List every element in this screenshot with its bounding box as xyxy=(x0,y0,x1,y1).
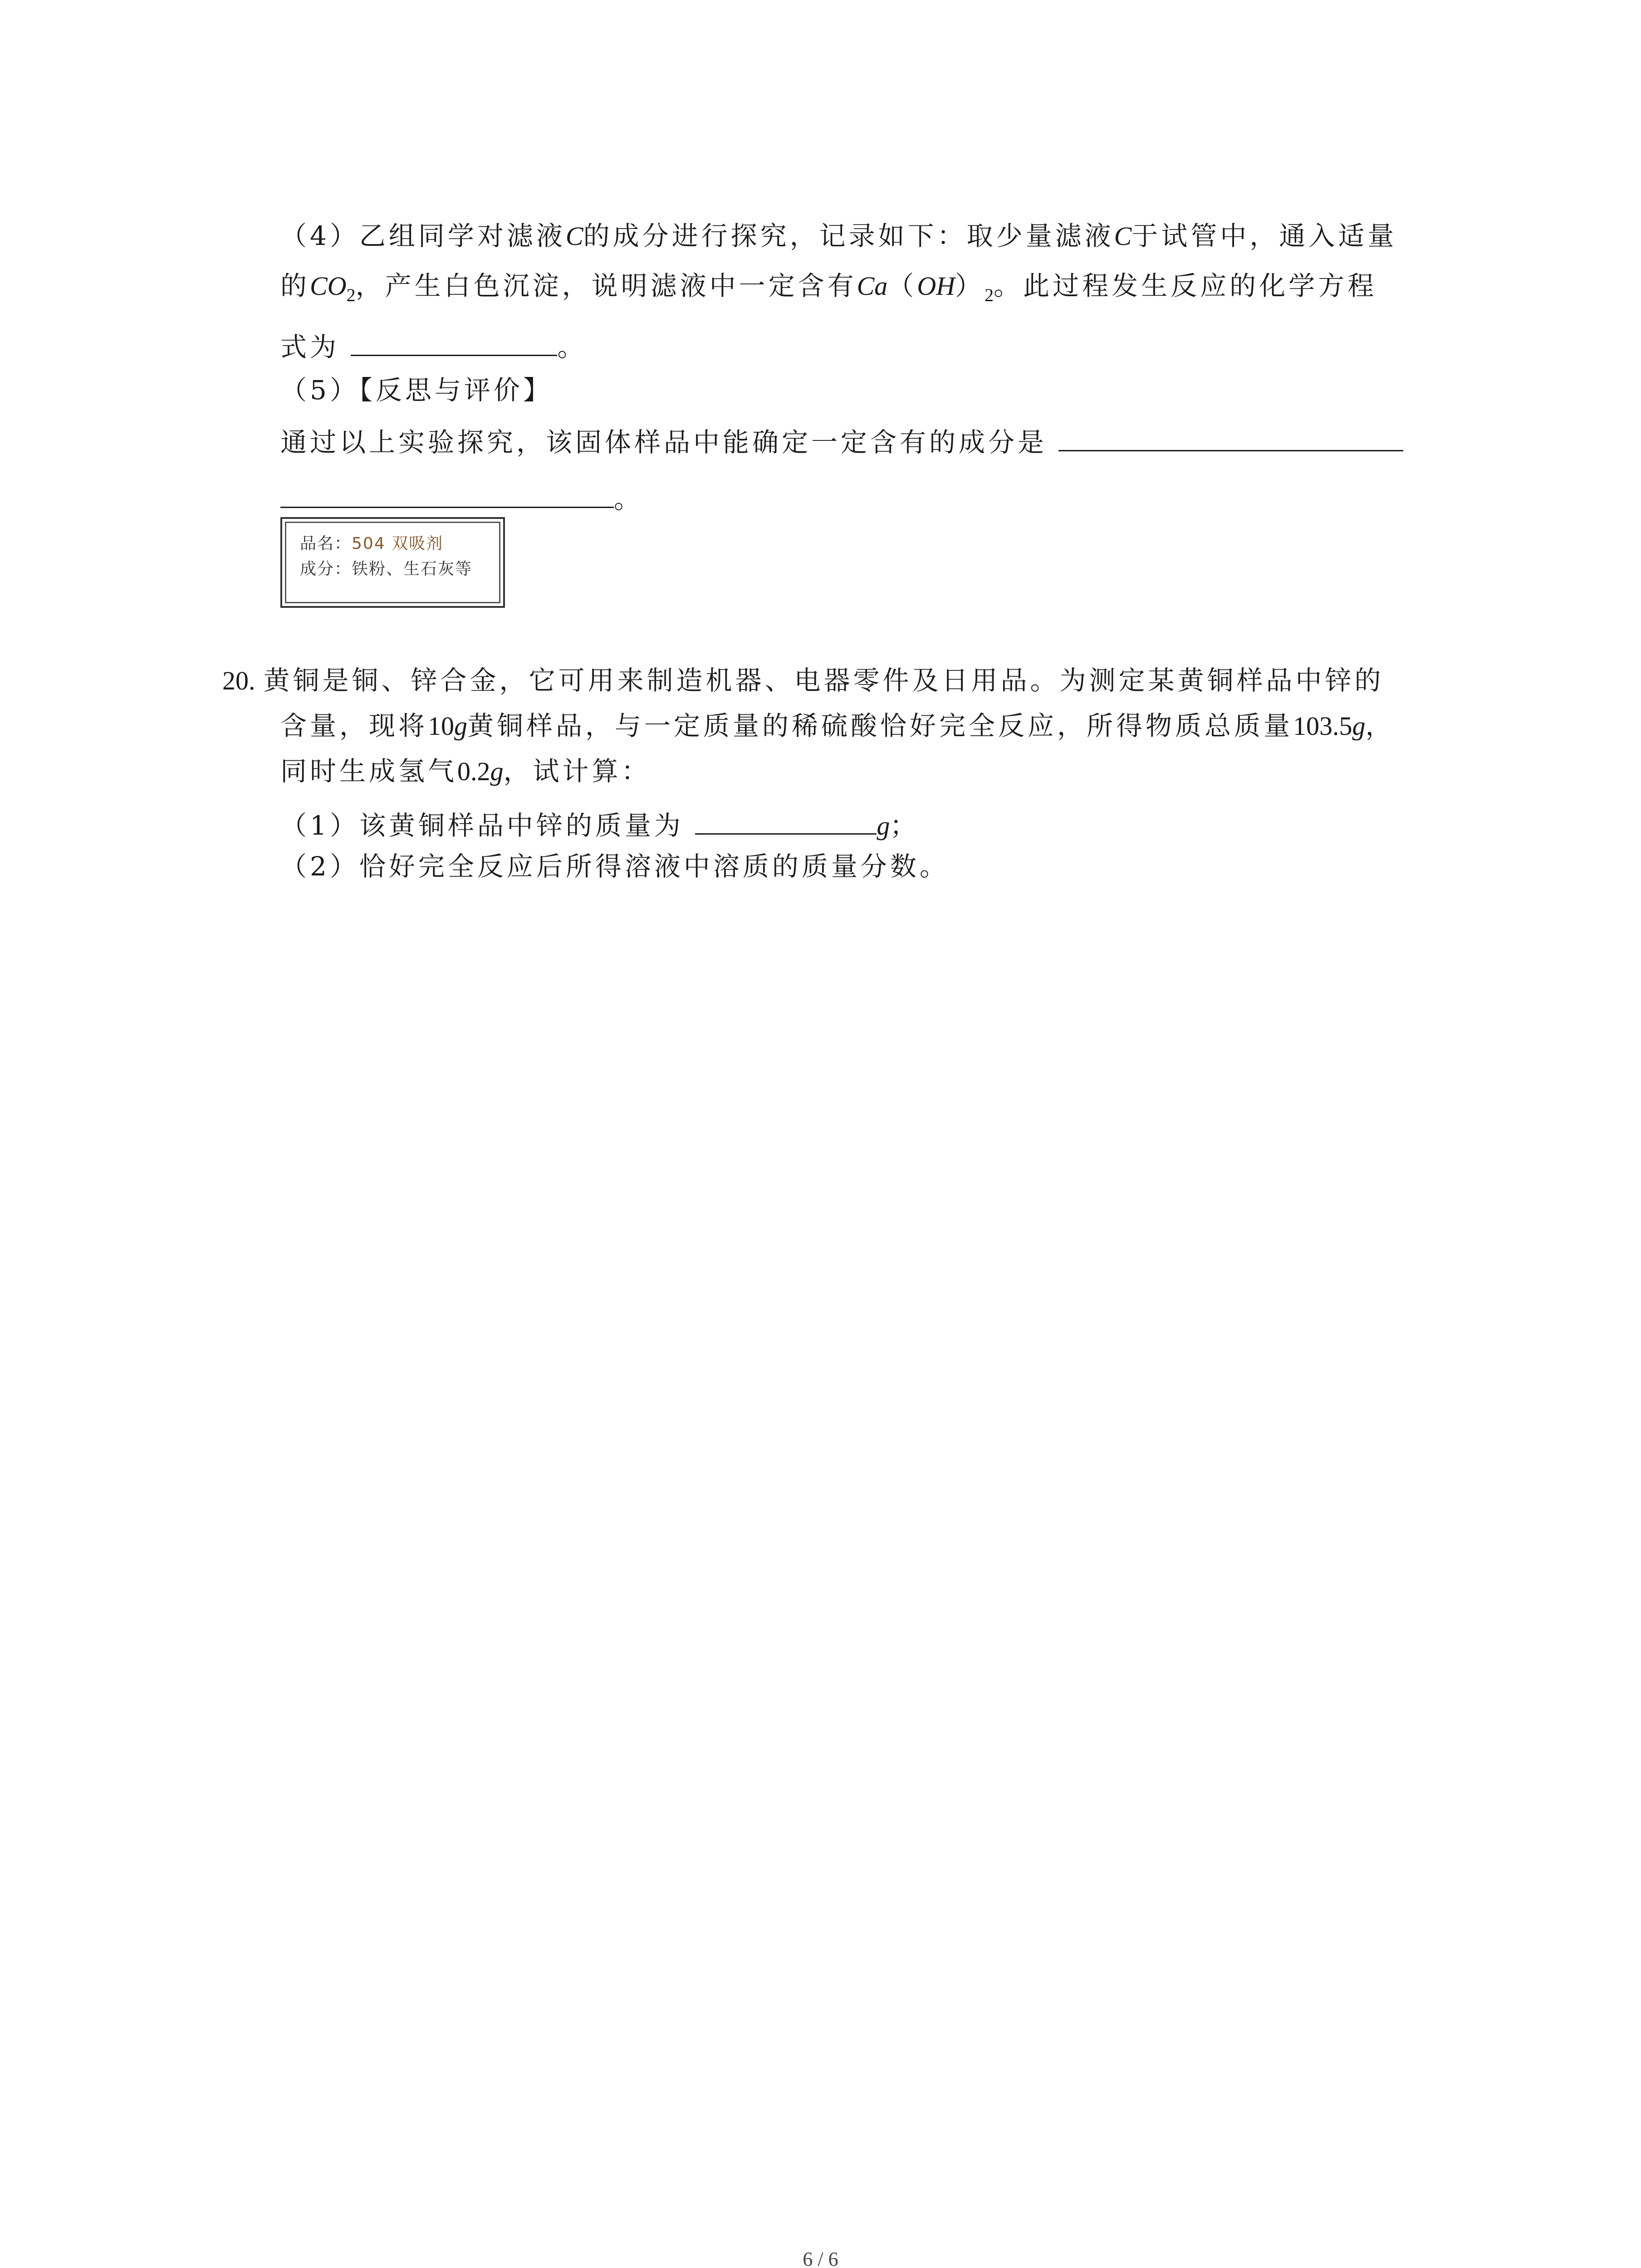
text: （4）乙组同学对滤液 xyxy=(280,220,566,251)
label-name-row xyxy=(300,531,485,557)
text: ； xyxy=(890,810,920,841)
text: 。 xyxy=(557,332,587,362)
text: 的成分进行探究，记录如下：取少量滤液 xyxy=(583,220,1114,251)
q19-p5-line2 xyxy=(280,479,643,517)
q20-sub2 xyxy=(280,848,949,885)
paren: （ xyxy=(887,270,917,301)
number: 103.5 xyxy=(1293,711,1352,741)
variable-c: C xyxy=(565,221,583,251)
text: 。 xyxy=(614,484,644,514)
text: 含量，现将 xyxy=(280,710,428,741)
text: 黄铜样品，与一定质量的稀硫酸恰好完全反应，所得物质总质量 xyxy=(467,710,1293,741)
text: ，产生白色沉淀，说明滤液中一定含有 xyxy=(355,270,857,301)
text: 黄铜是铜、锌合金，它可用来制造机器、电器零件及日用品。为测定某黄铜样品中锌的 xyxy=(263,665,1384,696)
label-ingredients-row xyxy=(300,557,485,582)
q20-line1 xyxy=(222,662,1384,699)
number: 0.2 xyxy=(457,757,490,786)
label-text: 品名： xyxy=(300,534,352,553)
subscript: 2 xyxy=(985,285,994,305)
q19-p4-line3 xyxy=(280,327,587,365)
text: 。此过程发生反应的化学方程 xyxy=(994,270,1377,301)
answer-blank-equation[interactable] xyxy=(351,327,557,356)
q19-p4-line2 xyxy=(280,268,1377,307)
answer-blank-components-1[interactable] xyxy=(1058,422,1403,451)
text: （5）【反思与评价】 xyxy=(280,375,553,406)
subscript: 2 xyxy=(346,285,356,305)
paren: ） xyxy=(955,270,985,301)
text: 于试管中，通入适量 xyxy=(1132,220,1397,251)
unit: g xyxy=(877,811,890,841)
formula-co2: CO xyxy=(310,271,347,301)
question-number: 20. xyxy=(222,666,255,695)
label-text: 成分： xyxy=(300,560,352,578)
answer-blank-zinc-mass[interactable] xyxy=(695,805,877,835)
text: （2）恰好完全反应后所得溶液中溶质的质量分数。 xyxy=(280,851,949,882)
text: 式为 xyxy=(280,332,340,362)
label-text: 504 双吸剂 xyxy=(352,534,444,553)
page-number: 6 / 6 xyxy=(803,2248,838,2268)
text: 通过以上实验探究，该固体样品中能确定一定含有的成分是 xyxy=(280,427,1048,458)
q19-p5-heading xyxy=(280,372,553,408)
q20-line3 xyxy=(280,753,651,790)
formula-ca: Ca xyxy=(857,271,888,301)
formula-oh: OH xyxy=(917,271,955,301)
unit: g xyxy=(454,711,468,741)
product-label-inner xyxy=(285,522,500,603)
text: 同时生成氢气 xyxy=(280,756,458,787)
unit: g xyxy=(1352,711,1366,741)
answer-blank-components-2[interactable] xyxy=(280,479,614,508)
text: 的 xyxy=(280,270,310,301)
label-text: 铁粉、生石灰等 xyxy=(352,560,473,578)
text: （1）该黄铜样品中锌的质量为 xyxy=(280,810,684,841)
text: ， xyxy=(1365,710,1395,741)
product-label xyxy=(280,517,505,608)
number: 10 xyxy=(428,711,455,741)
q20-line2 xyxy=(280,708,1395,744)
variable-c: C xyxy=(1114,221,1132,251)
q19-p5-line1 xyxy=(280,422,1403,460)
text: ，试计算： xyxy=(503,756,651,787)
q20-sub1 xyxy=(280,805,919,844)
q19-p4-line1 xyxy=(280,218,1397,254)
unit: g xyxy=(490,757,504,786)
